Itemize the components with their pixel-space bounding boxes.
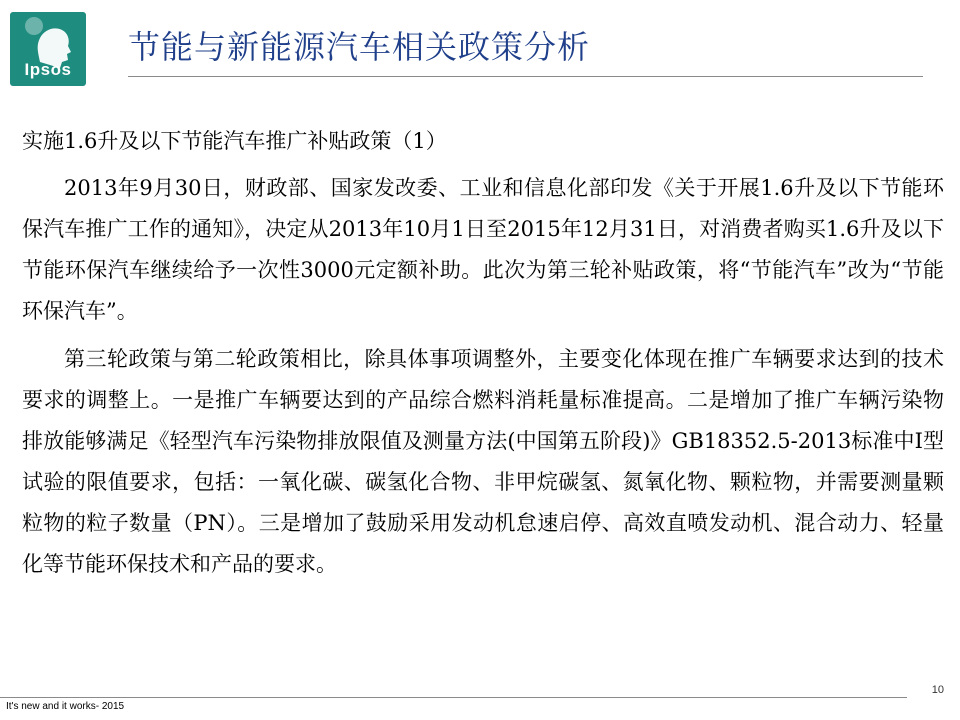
- page-title: 节能与新能源汽车相关政策分析: [128, 28, 591, 66]
- ipsos-logo: [10, 12, 86, 86]
- paragraph-1: 2013年9月30日，财政部、国家发改委、工业和信息化部印发《关于开展1.6升及以下节能环保汽车推广工作的通知》，决定从2013年10月1日至2015年12月31日，对消费者购买1.6升及以下节能环保汽车继续给予一次性3000元定额补助。此次为第三轮补贴政策，将“节能汽车”改为“节能环保汽车”。: [22, 176, 944, 323]
- logo-text: Ipsos: [24, 60, 72, 79]
- footer-tagline: It's new and it works- 2015: [6, 701, 125, 712]
- slide-body: [22, 122, 944, 592]
- section-heading: 实施1.6升及以下节能汽车推广补贴政策（1）: [22, 129, 447, 153]
- title-divider: [128, 76, 923, 77]
- page-number: 10: [931, 684, 944, 696]
- paragraph-2: 第三轮政策与第二轮政策相比，除具体事项调整外，主要变化体现在推广车辆要求达到的技术要求的调整上。一是推广车辆要达到的产品综合燃料消耗量标准提高。二是增加了推广车辆污染物排放能够满足《轻型汽车污染物排放限值及测量方法(中国第五阶段)》GB18352.5-2013标准中Ⅰ型试验的限值要求，包括：一氧化碳、碳氢化合物、非甲烷碳氢、氮氧化物、颗粒物，并需要测量颗粒物的粒子数量（PN）。三是增加了鼓励采用发动机怠速启停、高效直喷发动机、混合动力、轻量化等节能环保技术和产品的要求。: [22, 347, 944, 576]
- footer-divider: [0, 697, 907, 698]
